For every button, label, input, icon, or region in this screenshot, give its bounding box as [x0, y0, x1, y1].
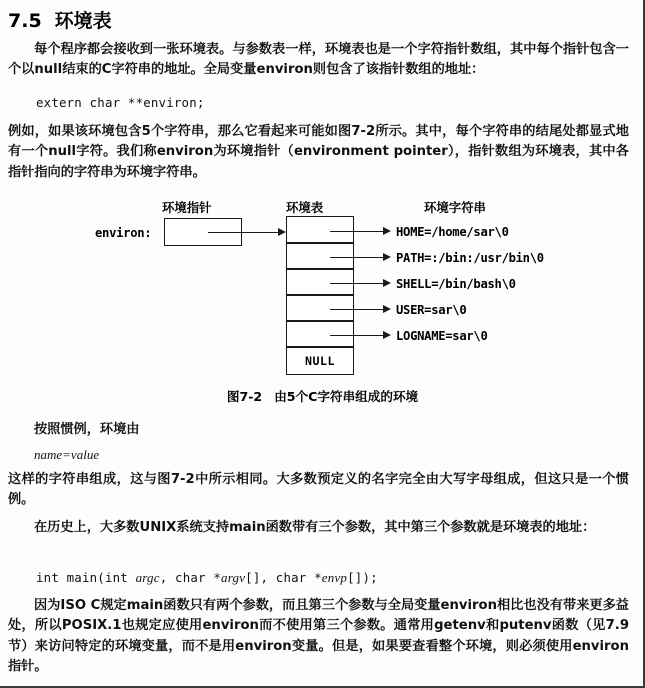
env-string-arrowhead-2 [383, 279, 391, 287]
page-title [8, 6, 112, 33]
paragraph-4-text: 这样的字符串组成，这与图7-2中所示相同。大多数预定义的名字完全由大写字母组成，但这只是一个惯例。 [8, 472, 629, 508]
section-title: 环境表 [54, 10, 112, 32]
figure-caption-text: 由5个C字符串组成的环境 [274, 389, 419, 404]
figure-heading-strings: 环境字符串 [424, 200, 486, 215]
environ-pointer-tick [208, 232, 242, 233]
code-extern-environ: extern char **environ; [36, 95, 205, 110]
code-param-argc: argc [135, 570, 160, 585]
figure-caption-number: 图7-2 [226, 389, 263, 404]
env-pointer-tick-0 [330, 231, 354, 232]
paragraph-1-text: 每个程序都会接收到一张环境表。与参数表一样，环境表也是一个字符指针数组，其中每个指针包含一个以null结束的C字符串的地址。全局变量environ则包含了该指针数组的地址： [8, 42, 629, 78]
paragraph-5-text: 在历史上，大多数UNIX系统支持main函数带有三个参数，其中第三个参数就是环境表的地址： [34, 520, 596, 535]
env-table-cell-4 [286, 321, 354, 347]
code-main-prefix: int main(int [36, 570, 136, 585]
env-string-4: LOGNAME=sar\0 [396, 329, 488, 343]
name-value-literal: name=value [34, 447, 100, 462]
paragraph-2 [8, 122, 629, 183]
figure-heading-table: 环境表 [286, 200, 324, 215]
code-main-suffix: []); [347, 570, 378, 585]
env-pointer-tick-1 [330, 257, 354, 258]
env-table-cell-1 [286, 243, 354, 269]
env-string-3: USER=sar\0 [396, 303, 467, 317]
env-string-arrowhead-4 [383, 331, 391, 339]
env-pointer-tick-4 [330, 335, 354, 336]
code-main-signature [36, 570, 378, 586]
section-number: 7.5 [8, 10, 42, 32]
paragraph-4 [8, 470, 629, 511]
env-table-cell-3 [286, 295, 354, 321]
figure-caption [0, 386, 645, 405]
code-main-mid2: [], char * [245, 570, 322, 585]
env-string-arrowhead-3 [383, 305, 391, 313]
code-main-mid1: , char * [159, 570, 222, 585]
env-table-cell-null: NULL [286, 347, 354, 375]
paragraph-1 [8, 40, 629, 81]
paragraph-6-text: 因为ISO C规定main函数只有两个参数，而且第三个参数与全局变量environ相比也没有带来更多益处，所以POSIX.1也规定应使用environ而不使用第三个参数。通常用getenv和putenv函数（见7.9节）来访问特定的环境变量，而不是用environ变量。但是，如果要查看整个环境，则必须使用environ指针。 [8, 598, 629, 675]
env-pointer-tick-3 [330, 309, 354, 310]
env-string-0: HOME=/home/sar\0 [396, 225, 509, 239]
paragraph-3 [8, 420, 629, 440]
env-string-arrowhead-0 [383, 227, 391, 235]
env-table-cell-2 [286, 269, 354, 295]
env-string-2: SHELL=/bin/bash\0 [396, 277, 516, 291]
env-string-1: PATH=:/bin:/usr/bin\0 [396, 251, 544, 265]
environ-variable-label: environ: [95, 226, 152, 240]
paragraph-5 [8, 518, 629, 538]
figure-7-2 [0, 196, 645, 411]
env-table-cell-0 [286, 216, 354, 243]
paragraph-3-text: 按照惯例，环境由 [34, 422, 140, 437]
env-string-arrowhead-1 [383, 253, 391, 261]
paragraph-6 [8, 596, 629, 678]
env-pointer-tick-2 [330, 283, 354, 284]
code-param-argv: argv [221, 570, 246, 585]
environ-to-table-arrowhead [278, 228, 286, 236]
paragraph-2-text: 例如，如果该环境包含5个字符串，那么它看起来可能如图7-2所示。其中，每个字符串的结尾处都显式地有一个null字符。我们称environ为环境指针（environment pointer），指针数组为环境表，其中各指针指向的字符串为环境字符串。 [8, 124, 629, 180]
code-param-envp: envp [321, 570, 348, 585]
figure-heading-pointer: 环境指针 [162, 200, 212, 215]
